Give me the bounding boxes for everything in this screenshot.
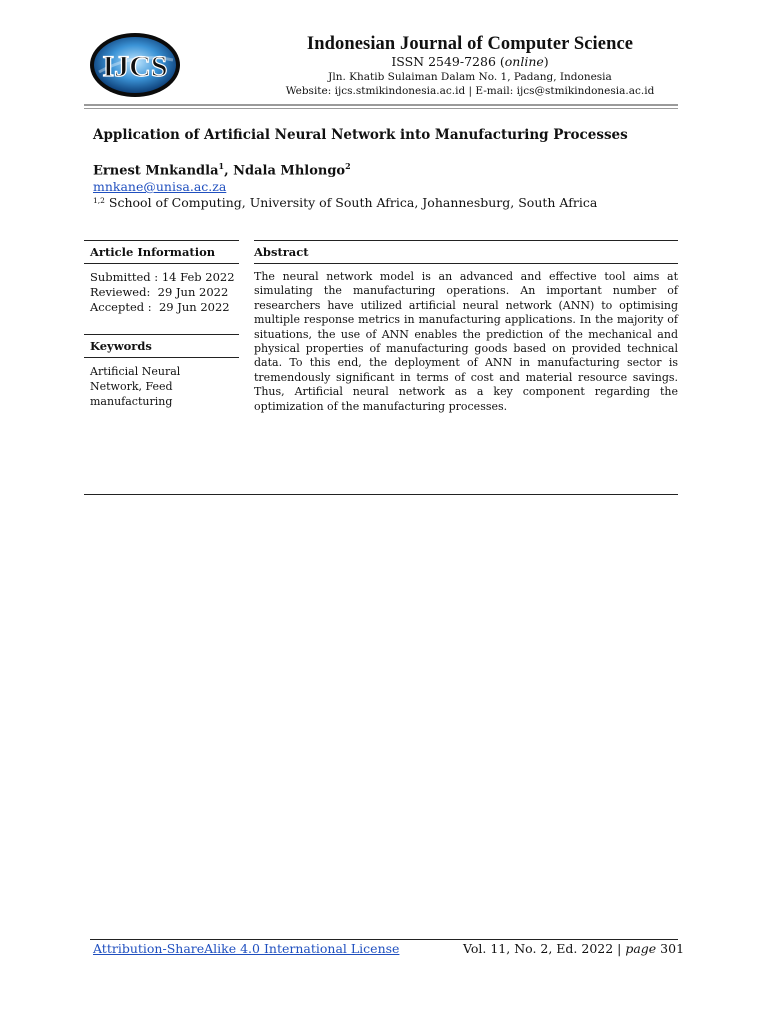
article-info-heading: Article Information (90, 245, 216, 259)
divider (254, 263, 678, 264)
page-info: Vol. 11, No. 2, Ed. 2022 | page 301 (463, 941, 685, 956)
header-divider (84, 104, 678, 106)
journal-website: Website: ijcs.stmikindonesia.ac.id | E-mail: ijcs@stmikindonesia.ac.id (285, 85, 655, 97)
affiliation: $^{1,2}$ School of Computing, University of South Africa, Johannesburg, South Africa (93, 195, 598, 210)
author-email-link[interactable]: mnkane@unisa.ac.za (93, 179, 227, 194)
journal-address: Jln. Khatib Sulaiman Dalam No. 1, Padang, Indonesia (328, 71, 612, 83)
abstract-heading: Abstract (254, 245, 309, 259)
journal-logo (89, 32, 181, 98)
paper-title: Application of Artificial Neural Network into Manufacturing Processes (93, 127, 628, 143)
abstract-text: The neural network model is an advanced and effective tool aims at simulating the manufacturing operations. An important number of researchers have utilized artificial neural network (ANN) to optimising multiple response metrics in manufacturing applications. In the majority of situations, the use of ANN enables the prediction of the mechanical and physical properties of manufacturing goods based on provided technical data. To this end, the deployment of ANN in manufacturing sector is tremendously significant in terms of cost and material resource savings. Thus, Artificial neural network as a key component regarding the optimization of the manufacturing processes. (254, 270, 678, 413)
divider (84, 240, 239, 241)
issn: ISSN 2549-7286 (online) (391, 54, 549, 69)
divider (254, 240, 678, 241)
keywords-heading: Keywords (90, 339, 152, 353)
keywords-text: Artificial Neural Network, Feed manufacturing (90, 365, 181, 408)
license-link[interactable]: Attribution-ShareAlike 4.0 International License (93, 941, 400, 956)
article-dates (90, 270, 240, 315)
divider (84, 494, 678, 495)
author-list: Ernest Mnkandla$^1$, Ndala Mhlongo$^2$ (93, 161, 351, 179)
divider (84, 334, 239, 335)
date-submitted: Submitted : 14 Feb 2022 (90, 270, 235, 284)
date-reviewed: Reviewed: 29 Jun 2022 (90, 285, 229, 299)
logo-text: IJCS (102, 50, 168, 83)
divider (84, 357, 239, 358)
journal-title: Indonesian Journal of Computer Science (306, 34, 634, 54)
footer-divider (90, 939, 678, 940)
divider (84, 263, 239, 264)
header-divider-thin (84, 108, 678, 109)
date-accepted: Accepted : 29 Jun 2022 (90, 300, 230, 314)
